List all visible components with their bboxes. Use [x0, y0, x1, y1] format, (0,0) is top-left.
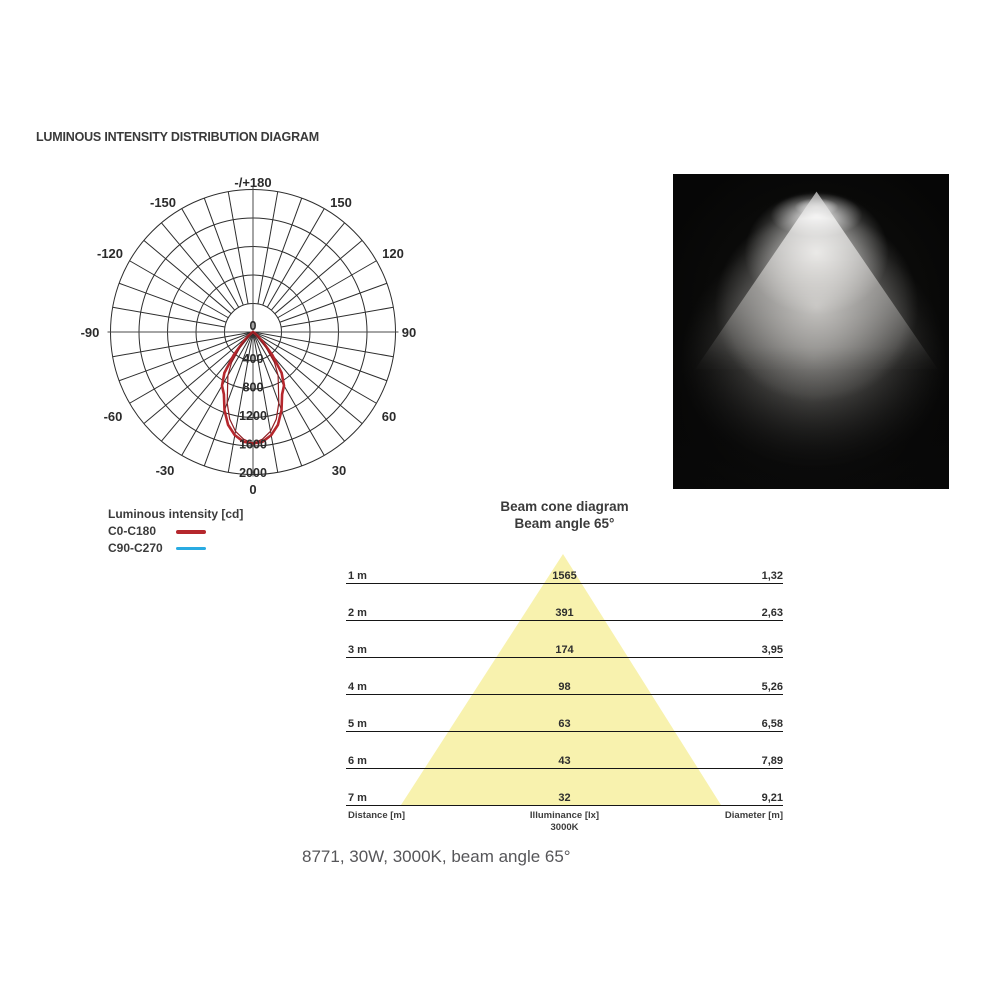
beam-row	[346, 752, 783, 769]
distance-value: 1 m	[348, 570, 367, 582]
polar-spoke	[258, 192, 278, 304]
illuminance-value: 174	[555, 644, 574, 656]
page-title: LUMINOUS INTENSITY DISTRIBUTION DIAGRAM	[36, 130, 319, 144]
beam-row	[346, 604, 783, 621]
angle-label: -60	[103, 409, 123, 424]
angle-label: 120	[382, 246, 404, 261]
angle-label: 0	[249, 482, 257, 497]
illuminance-value: 63	[558, 718, 571, 730]
polar-spoke	[281, 307, 393, 327]
photo-vignette	[673, 174, 949, 489]
diameter-value: 9,21	[761, 792, 783, 804]
c90-line-swatch	[176, 547, 206, 550]
angle-label: -30	[155, 463, 175, 478]
polar-spoke	[228, 192, 248, 304]
beam-row	[346, 678, 783, 695]
angle-label: -90	[80, 325, 100, 340]
diameter-value: 2,63	[761, 607, 783, 619]
beam-cone-title: Beam cone diagram	[500, 499, 629, 514]
diameter-value: 7,89	[761, 755, 783, 767]
angle-label: 90	[401, 325, 417, 340]
beam-row	[346, 789, 783, 806]
c0-line-swatch	[176, 530, 206, 534]
polar-spoke	[119, 283, 226, 322]
col-illuminance-label	[530, 810, 599, 834]
product-caption: 8771, 30W, 3000K, beam angle 65°	[302, 847, 571, 866]
radial-tick-label: 2000	[239, 466, 267, 480]
distance-value: 2 m	[348, 607, 367, 619]
beam-footer	[346, 810, 783, 838]
radial-tick-label: 0	[249, 319, 257, 333]
beam-photo	[673, 174, 949, 489]
legend-label-c0: C0-C180	[108, 524, 157, 538]
illuminance-value: 43	[558, 755, 571, 767]
cct-label: 3000K	[550, 822, 579, 833]
distance-value: 3 m	[348, 644, 367, 656]
distance-value: 7 m	[348, 792, 367, 804]
polar-spoke	[113, 307, 225, 327]
radial-tick-label: 800	[242, 380, 264, 395]
col-diameter-label: Diameter [m]	[724, 810, 783, 821]
legend-series-c90	[108, 540, 243, 557]
polar-spoke	[280, 283, 387, 322]
radial-tick-label: 1600	[239, 437, 267, 452]
radial-tick-label: 400	[242, 352, 264, 366]
legend	[108, 506, 243, 557]
angle-label: 30	[331, 463, 347, 478]
distance-value: 5 m	[348, 718, 367, 730]
legend-title: Luminous intensity [cd]	[108, 507, 244, 521]
beam-cone-heading	[346, 499, 783, 532]
diameter-value: 5,26	[761, 681, 783, 693]
illuminance-value: 391	[555, 607, 574, 619]
angle-label: -/+180	[234, 175, 272, 190]
illuminance-value: 98	[558, 681, 571, 693]
legend-series-c0	[108, 523, 243, 540]
diameter-value: 3,95	[761, 644, 783, 656]
beam-row	[346, 641, 783, 658]
beam-row	[346, 715, 783, 732]
polar-spoke	[204, 198, 243, 305]
illuminance-value: 32	[558, 792, 571, 804]
angle-label: 150	[330, 195, 352, 210]
beam-row	[346, 567, 783, 584]
polar-chart	[0, 0, 500, 520]
distance-value: 4 m	[348, 681, 367, 693]
beam-angle-subtitle: Beam angle 65°	[514, 515, 615, 531]
distance-value: 6 m	[348, 755, 367, 767]
diameter-value: 6,58	[761, 718, 783, 730]
diameter-value: 1,32	[761, 570, 783, 582]
angle-label: -120	[96, 246, 124, 261]
radial-tick-label: 1200	[239, 409, 267, 423]
angle-label: 60	[381, 409, 397, 424]
polar-spoke	[263, 198, 302, 305]
illuminance-value: 1565	[552, 570, 577, 582]
illuminance-label: Illuminance [lx]	[529, 810, 600, 821]
legend-label-c90: C90-C270	[108, 541, 163, 555]
beam-cone-diagram	[346, 540, 783, 850]
angle-label: -150	[149, 195, 177, 210]
col-distance-label: Distance [m]	[348, 810, 406, 821]
